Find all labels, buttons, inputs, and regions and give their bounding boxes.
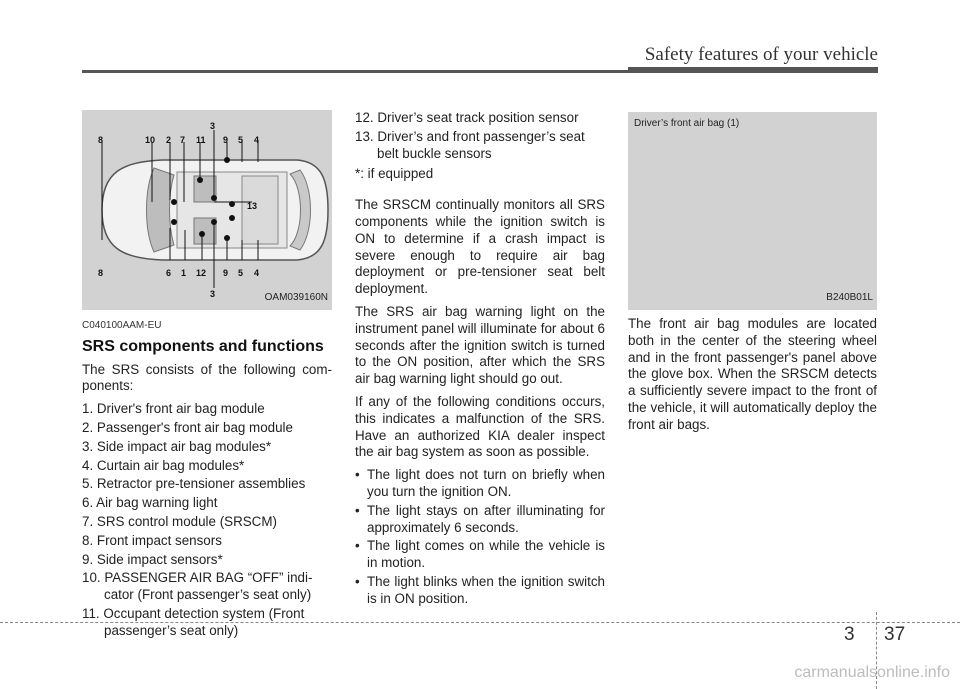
figure-code: OAM039160N xyxy=(264,292,328,304)
callout-8-top: 8 xyxy=(98,135,104,145)
list-item: 1. Driver's front air bag module xyxy=(82,401,265,417)
footnote: *: if equipped xyxy=(355,166,434,182)
callout-12: 12 xyxy=(196,268,207,278)
callout-11: 11 xyxy=(196,135,206,145)
callout-3-bottom: 3 xyxy=(210,289,216,299)
callout-4-top: 4 xyxy=(254,135,260,145)
callout-3-top: 3 xyxy=(210,121,216,131)
paragraph-monitoring: The SRSCM continually monitors all SRS components while the ignition switch is ON to determine if a crash impact is severe enough to require air bag deployment or pre-tensioner seat belt deployment. xyxy=(355,197,605,297)
driver-air-bag-figure xyxy=(628,112,877,310)
callout-10: 10 xyxy=(145,135,156,145)
list-item: • The light does not turn on briefly when you turn the ignition ON. xyxy=(355,467,605,501)
callout-9-bottom: 9 xyxy=(223,268,229,278)
list-item: 13. Driver’s and front passenger’s seat belt buckle sensors xyxy=(355,128,585,161)
malfunction-conditions-list xyxy=(355,467,605,607)
header-title: Safety features of your vehicle xyxy=(644,44,878,65)
callout-4-bottom: 4 xyxy=(254,268,260,278)
callout-5-bottom: 5 xyxy=(238,268,244,278)
footer-rule xyxy=(0,622,960,623)
right-column xyxy=(628,112,877,440)
list-item: 3. Side impact air bag modules* xyxy=(82,438,272,454)
figure-code: B240B01L xyxy=(826,292,873,304)
components-list xyxy=(82,401,332,639)
list-item: 2. Passenger's front air bag module xyxy=(82,419,293,435)
callout-5-top: 5 xyxy=(238,135,244,145)
paragraph-malfunction: If any of the following conditions occurs, this indicates a malfunction of the SRS. Have an authorized KIA dealer inspect the air bag system as soon as possible. xyxy=(355,393,605,460)
list-item: 8. Front impact sensors xyxy=(82,532,222,548)
section-code: C040100AAM-EU xyxy=(82,320,162,331)
list-item: 11. Occupant detection system (Front passenger’s seat only) xyxy=(82,605,305,638)
figure-caption: Driver’s front air bag (1) xyxy=(634,118,740,129)
callout-13: 13 xyxy=(247,201,258,211)
list-item: • The light blinks when the ignition switch is in ON position. xyxy=(355,574,605,608)
paragraph-front-air-bags: The front air bag modules are located both in the center of the steering wheel and in the front passenger's panel above the glove box. When the SRSCM detects a sufficiently severe impact to the front of the vehicle, it will automatically deploy the front air bags. xyxy=(628,316,877,432)
callout-7: 7 xyxy=(180,135,186,145)
list-item: • The light comes on while the vehicle is in motion. xyxy=(355,538,605,572)
list-item: 10. PASSENGER AIR BAG “OFF” indi-cator (Front passenger’s seat only) xyxy=(82,570,313,603)
paragraph-warning-light: The SRS air bag warning light on the instrument panel will illuminate for about 6 seconds after the ignition switch is turned to the ON position, after which the SRS air bag warning light should go out. xyxy=(355,303,605,387)
header-rule-accent xyxy=(628,67,878,73)
watermark: carmanualsonline.info xyxy=(794,664,950,681)
srs-components-figure xyxy=(82,110,332,310)
intro-text: The SRS consists of the following com-ponents: xyxy=(82,361,332,394)
chapter-number: 3 xyxy=(844,624,855,645)
callout-9-top: 9 xyxy=(223,135,229,145)
list-item: • The light stays on after illuminating for approximately 6 seconds. xyxy=(355,503,605,537)
callout-2: 2 xyxy=(166,135,172,145)
callout-8-bottom: 8 xyxy=(98,268,104,278)
car-top-view-illustration xyxy=(82,110,332,310)
list-item: 9. Side impact sensors* xyxy=(82,551,223,567)
left-column xyxy=(82,110,332,642)
page-number: 37 xyxy=(884,624,906,645)
middle-column xyxy=(355,110,605,610)
section-title: SRS components and functions xyxy=(82,337,324,355)
list-item: 6. Air bag warning light xyxy=(82,495,218,511)
callout-1: 1 xyxy=(181,268,187,278)
list-item: 7. SRS control module (SRSCM) xyxy=(82,513,277,529)
list-item: 5. Retractor pre-tensioner assemblies xyxy=(82,476,306,492)
list-item: 12. Driver’s seat track position sensor xyxy=(355,110,579,125)
callout-6: 6 xyxy=(166,268,172,278)
components-list-continued xyxy=(355,110,605,162)
list-item: 4. Curtain air bag modules* xyxy=(82,457,245,473)
